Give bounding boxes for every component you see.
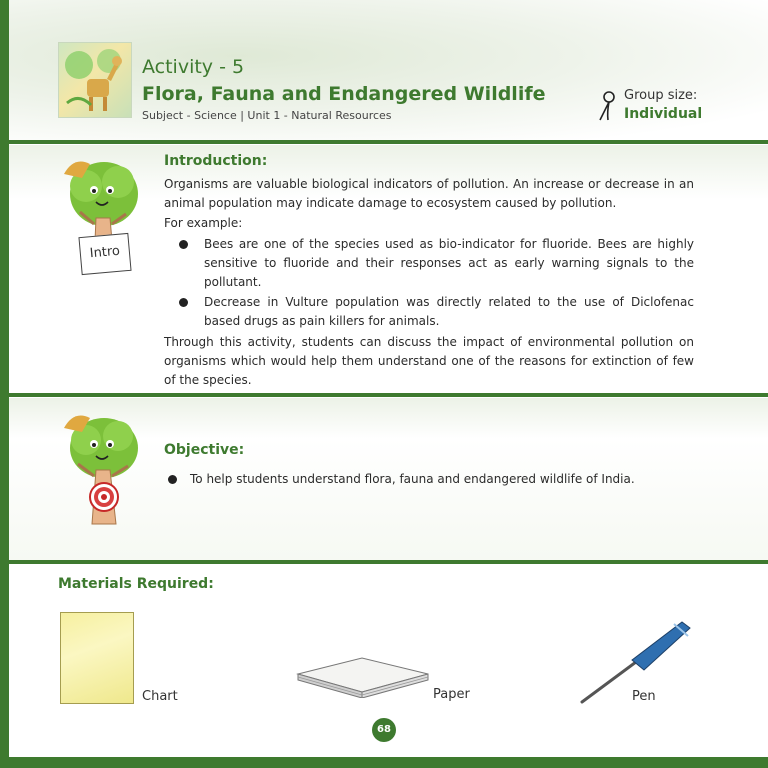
introduction-heading: Introduction: xyxy=(164,153,268,169)
divider xyxy=(9,560,768,564)
target-icon xyxy=(89,482,119,512)
left-edge-bar xyxy=(0,0,9,768)
intro-sign xyxy=(78,233,131,275)
subject-line: Subject - Science | Unit 1 - Natural Resources xyxy=(142,109,392,122)
list-item: Bees are one of the species used as bio-indicator for fluoride. Bees are highly sensitive to fluoride and their responses act as early warning signals to the pollutant. xyxy=(204,237,694,289)
divider xyxy=(9,393,768,397)
tree-mascot-icon xyxy=(56,408,146,532)
introduction-paragraph: Organisms are valuable biological indicators of pollution. An increase or decrease in an animal population may indicate damage to ecosystem caused by pollution. xyxy=(164,177,694,210)
group-size-value: Individual xyxy=(624,106,703,122)
bottom-edge-bar xyxy=(0,757,768,768)
closing-paragraph: Through this activity, students can discuss the impact of environmental pollution on organisms which would help them understand one of the reasons for extinction of few of the species. xyxy=(164,335,694,387)
person-icon xyxy=(597,90,617,122)
list-item: To help students understand flora, fauna and endangered wildlife of India. xyxy=(190,472,635,486)
activity-illustration xyxy=(58,42,132,118)
example-label: For example: xyxy=(164,216,243,230)
bullet-dot xyxy=(168,475,177,484)
activity-number: Activity - 5 xyxy=(142,56,245,78)
group-size-label: Group size: xyxy=(624,88,698,103)
page-number: 68 xyxy=(372,718,396,742)
list-item: Decrease in Vulture population was directly related to the use of Diclofenac based drugs as pain killers for animals. xyxy=(204,295,694,328)
material-label-pen: Pen xyxy=(632,689,656,704)
material-label-paper: Paper xyxy=(433,687,470,702)
chart-paper-icon xyxy=(60,612,134,704)
bullet-dot xyxy=(179,240,188,249)
bullet-dot xyxy=(179,298,188,307)
paper-stack-icon xyxy=(292,652,432,698)
page-title: Flora, Fauna and Endangered Wildlife xyxy=(142,83,546,105)
objective-heading: Objective: xyxy=(164,442,245,458)
intro-sign-label: Intro xyxy=(89,243,121,262)
material-label-chart: Chart xyxy=(142,689,178,704)
divider xyxy=(9,140,768,144)
materials-heading: Materials Required: xyxy=(58,576,214,592)
